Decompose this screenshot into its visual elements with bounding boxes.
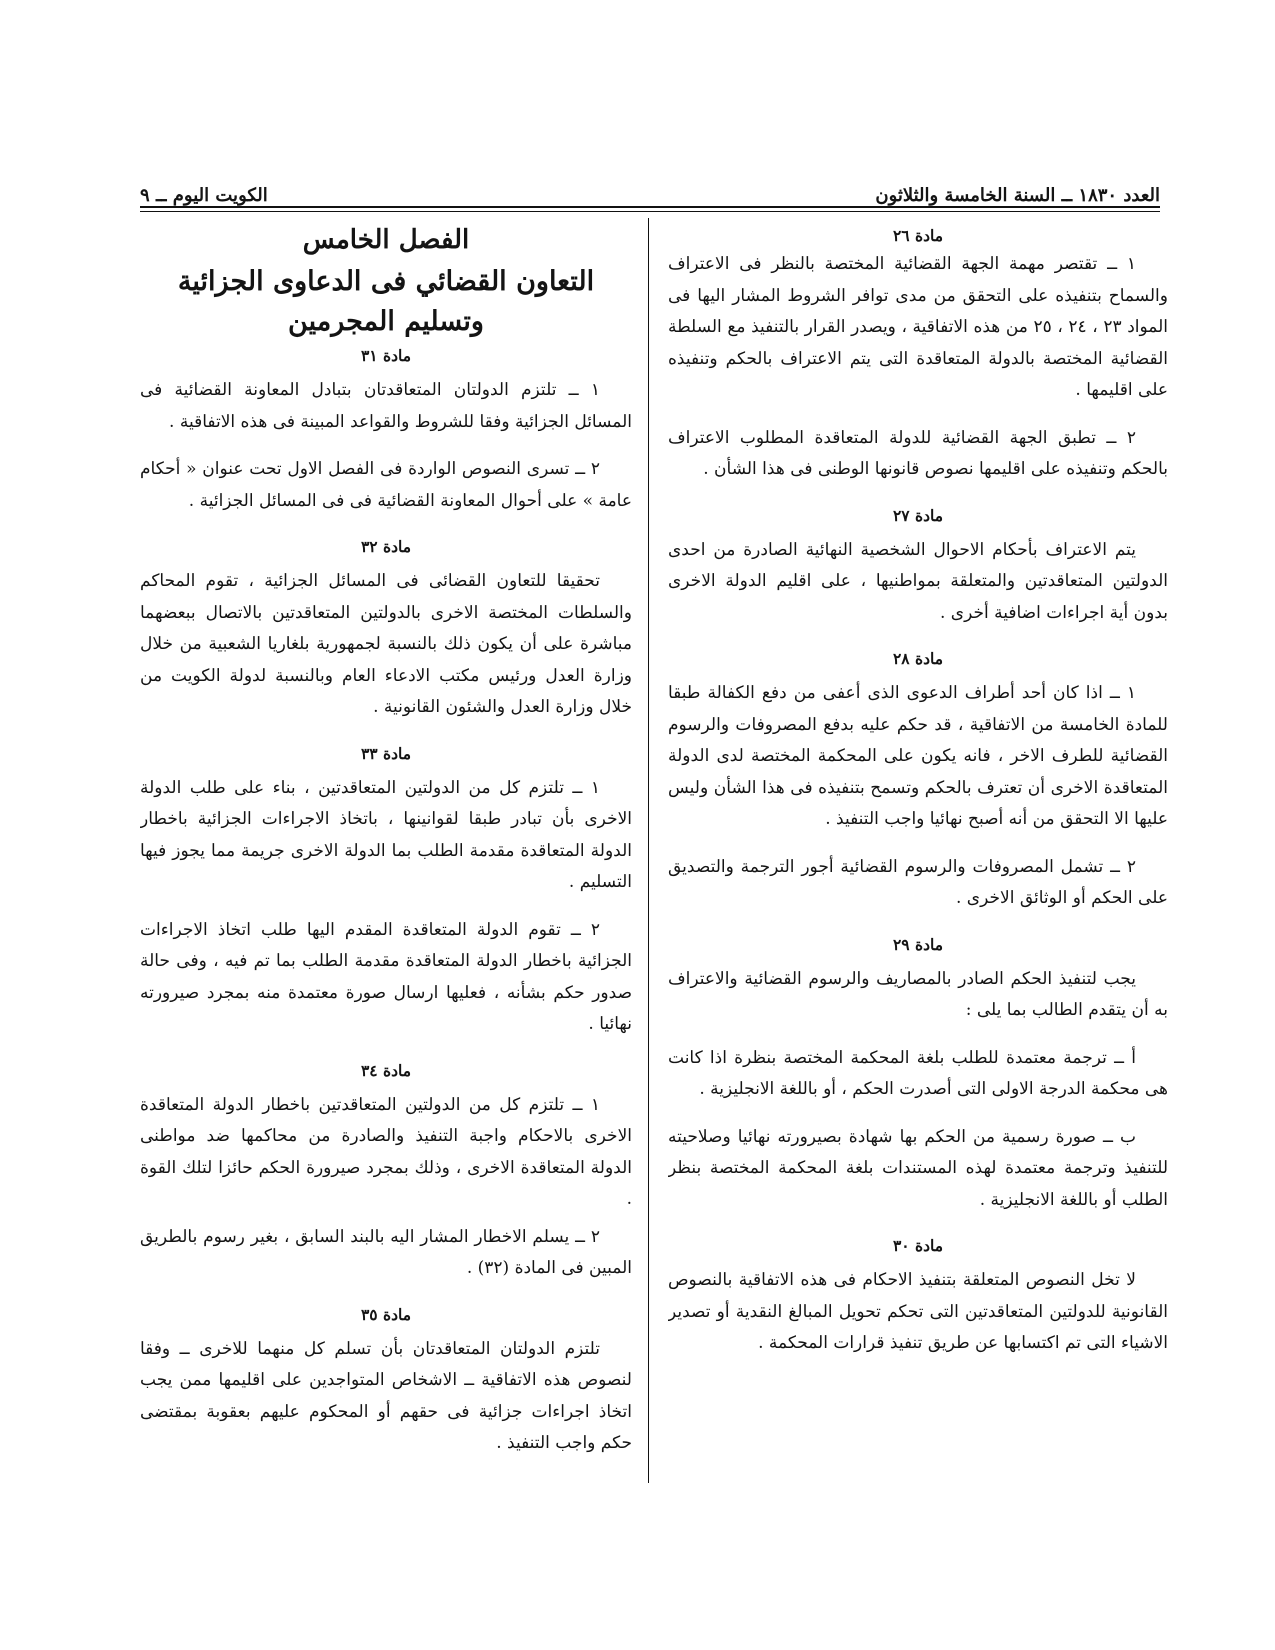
header-rule-thin xyxy=(140,211,1160,212)
article-34-title: مادة ٣٤ xyxy=(360,1060,412,1080)
issue-info: العدد ١٨٣٠ ــ السنة الخامسة والثلاثون xyxy=(875,185,1160,206)
publication-page: الكويت اليوم ــ ٩ xyxy=(140,185,268,206)
article-31-clause-1: ١ ــ تلتزم الدولتان المتعاقدتان بتبادل المعاونة القضائية فى المسائل الجزائية وفقا للشروط والقواعد المبينة فى هذه الاتفاقية . xyxy=(140,380,632,432)
page-header xyxy=(140,172,1160,206)
article-26-clause-1: ١ ــ تقتصر مهمة الجهة القضائية المختصة بالنظر فى الاعتراف والسماح بتنفيذه على التحقق من مدى توافر الشروط المشار اليها فى المواد ٢٣ ، ٢٤ ، ٢٥ من هذه الاتفاقية ، ويصدر القرار بالتنفيذ مع السلطة القضائية المختصة بالدولة المتعاقدة التى يتم الاعتراف بالحكم وتنفيذه على اقليمها . xyxy=(668,254,1168,400)
article-27-title: مادة ٢٧ xyxy=(892,505,944,525)
article-32-title: مادة ٣٢ xyxy=(360,537,412,556)
article-30-text: لا تخل النصوص المتعلقة بتنفيذ الاحكام فى هذه الاتفاقية بالنصوص القانونية للدولتين المتعاقدتين التى تحكم تحويل المبالغ النقدية أو تصدير الاشياء التى تم اكتسابها عن طريق تنفيذ قرارات المحكمة . xyxy=(668,1270,1168,1353)
left-column xyxy=(140,222,632,1462)
article-32-text: تحقيقا للتعاون القضائى فى المسائل الجزائية ، تقوم المحاكم والسلطات المختصة الاخرى بالدولتين المتعاقدتين بالاتصال ببعضهما مباشرة على أن يكون ذلك بالنسبة لجمهورية بلغاريا الشعبية من خلال وزارة العدل ورئيس مكتب الادعاء العام وبالنسبة لدولة الكويت من خلال وزارة العدل والشئون القانونية . xyxy=(140,571,632,717)
article-33-clause-2: ٢ ــ تقوم الدولة المتعاقدة المقدم اليها طلب اتخاذ الاجراءات الجزائية باخطار الدولة المتعاقدة مقدمة الطلب بما تم فيه ، وفى حالة صدور حكم بشأنه ، فعليها ارسال صورة معتمدة منه بمجرد صيرورته نهائيا . xyxy=(140,919,632,1034)
article-31-clause-2: ٢ ــ تسرى النصوص الواردة فى الفصل الاول تحت عنوان « أحكام عامة » على أحوال المعاونة القضائية فى فى المسائل الجزائية . xyxy=(140,459,632,511)
article-35-title: مادة ٣٥ xyxy=(360,1304,412,1324)
article-31-title: مادة ٣١ xyxy=(360,346,412,365)
article-26-title: مادة ٢٦ xyxy=(892,226,944,245)
article-29-title: مادة ٢٩ xyxy=(892,934,944,954)
column-divider xyxy=(648,218,649,1483)
article-26-clause-2: ٢ ــ تطبق الجهة القضائية للدولة المتعاقدة المطلوب الاعتراف بالحكم وتنفيذه على اقليمها نصوص قانونها الوطنى فى هذا الشأن . xyxy=(668,427,1168,479)
article-28-title: مادة ٢٨ xyxy=(892,649,944,668)
right-column xyxy=(668,222,1168,1462)
article-29-item-b: ب ــ صورة رسمية من الحكم بها شهادة بصيرورته نهائيا وصلاحيته للتنفيذ وترجمة معتمدة لهذه المستندات بلغة المحكمة المختصة بنظر الطلب أو باللغة الانجليزية . xyxy=(668,1126,1168,1210)
chapter-title: الفصل الخامس xyxy=(302,225,470,255)
article-34-clause-1: ١ ــ تلتزم كل من الدولتين المتعاقدتين باخطار الدولة المتعاقدة الاخرى بالاحكام واجبة التنفيذ والصادرة من محاكمها ضد مواطنى الدولة المتعاقدة الاخرى ، وذلك بمجرد صيرورة الحكم حائزا لتلك القوة . xyxy=(140,1094,632,1209)
header-rule xyxy=(140,206,1160,208)
article-29-text: يجب لتنفيذ الحكم الصادر بالمصاريف والرسوم القضائية والاعتراف به أن يتقدم الطالب بما يلى : xyxy=(668,968,1168,1020)
article-33-clause-1: ١ ــ تلتزم كل من الدولتين المتعاقدتين ، بناء على طلب الدولة الاخرى بأن تبادر طبقا لقوانينها ، باتخاذ الاجراءات الجزائية باخطار الدولة المتعاقدة مقدمة الطلب بما الدولة الاخرى جريمة مما يجوز فيها التسليم . xyxy=(140,777,632,892)
article-34-clause-2: ٢ ــ يسلم الاخطار المشار اليه بالبند السابق ، بغير رسوم بالطريق المبين فى المادة (٣٢) . xyxy=(140,1226,632,1278)
article-33-title: مادة ٣٣ xyxy=(360,743,412,763)
article-30-title: مادة ٣٠ xyxy=(892,1236,944,1255)
article-27-text: يتم الاعتراف بأحكام الاحوال الشخصية النهائية الصادرة من احدى الدولتين المتعاقدتين والمتعلقة بمواطنيها ، على اقليم الدولة الاخرى بدون أية اجراءات اضافية أخرى . xyxy=(668,539,1168,623)
article-29-item-a: أ ــ ترجمة معتمدة للطلب بلغة المحكمة المختصة بنظرة اذا كانت هى محكمة الدرجة الاولى التى أصدرت الحكم ، أو باللغة الانجليزية . xyxy=(668,1047,1168,1099)
article-35-text: تلتزم الدولتان المتعاقدتان بأن تسلم كل منهما للاخرى ــ وفقا لنصوص هذه الاتفاقية ــ الاشخاص المتواجدين على اقليمها ممن يجب اتخاذ اجراءات جزائية فى حقهم أو المحكوم عليهم بعقوبة بمقتضى حكم واجب التنفيذ . xyxy=(140,1338,632,1453)
article-28-clause-1: ١ ــ اذا كان أحد أطراف الدعوى الذى أعفى من دفع الكفالة طبقا للمادة الخامسة من الاتفاقية ، قد حكم عليه بدفع المصروفات والرسوم القضائية للطرف الاخر ، فانه يكون على المحكمة المختصة لدى الدولة المتعاقدة الاخرى أن تعترف بالحكم وتسمح بتنفيذه فى هذا الشأن وليس عليها الا التحقق من أنه أصبح نهائيا واجب التنفيذ . xyxy=(668,683,1168,829)
chapter-subtitle: التعاون القضائي فى الدعاوى الجزائية وتسليم المجرمين xyxy=(177,266,595,337)
article-28-clause-2: ٢ ــ تشمل المصروفات والرسوم القضائية أجور الترجمة والتصديق على الحكم أو الوثائق الاخرى . xyxy=(668,856,1168,908)
